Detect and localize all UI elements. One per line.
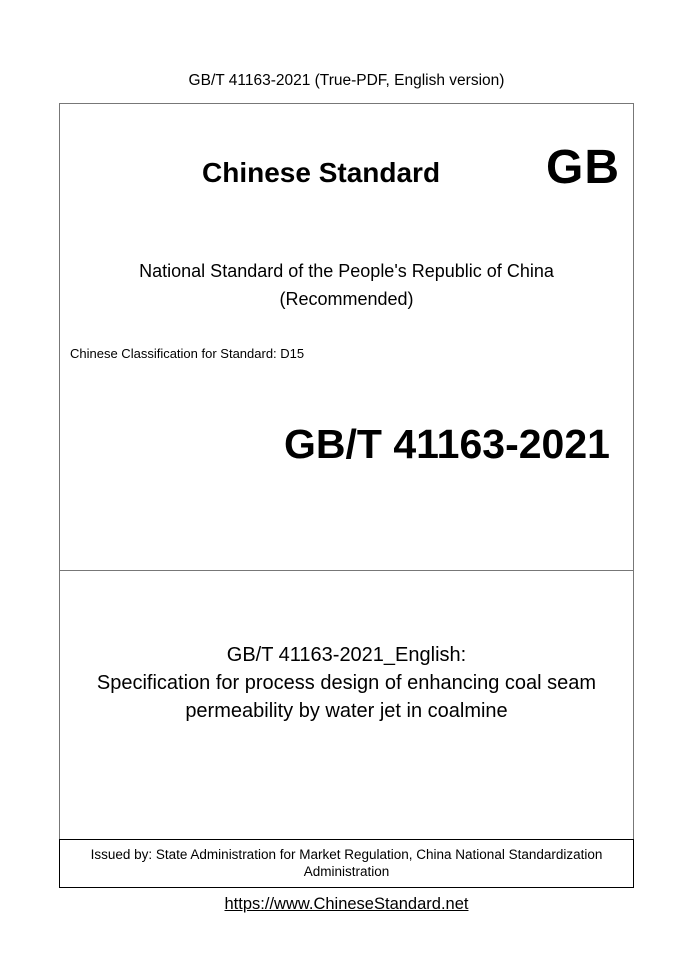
national-standard-line2: (Recommended) — [279, 289, 414, 309]
document-title-line2: Specification for process design of enhancing coal seam — [96, 672, 597, 694]
national-standard-line1: National Standard of the People's Republic of China — [139, 261, 554, 281]
document-title-line3: permeability by water jet in coalmine — [185, 700, 508, 722]
classification-label: Chinese Classification for Standard: D15 — [70, 346, 305, 361]
issuer-line2: Administration — [303, 864, 390, 879]
issuer-line1: Issued by: State Administration for Market Regulation, China National Standardization — [90, 847, 603, 862]
document-title-line1: GB/T 41163-2021_English: — [226, 644, 467, 666]
document-title — [59, 641, 634, 725]
page-header: GB/T 41163-2021 (True-PDF, English version) — [188, 72, 505, 89]
national-standard-label — [0, 257, 693, 313]
website-link[interactable]: https://www.ChineseStandard.net — [224, 895, 469, 913]
gb-mark: GB — [546, 141, 620, 194]
cover-title: Chinese Standard — [202, 157, 441, 188]
standard-number: GB/T 41163-2021 — [284, 421, 610, 467]
issuer-statement — [59, 846, 634, 880]
